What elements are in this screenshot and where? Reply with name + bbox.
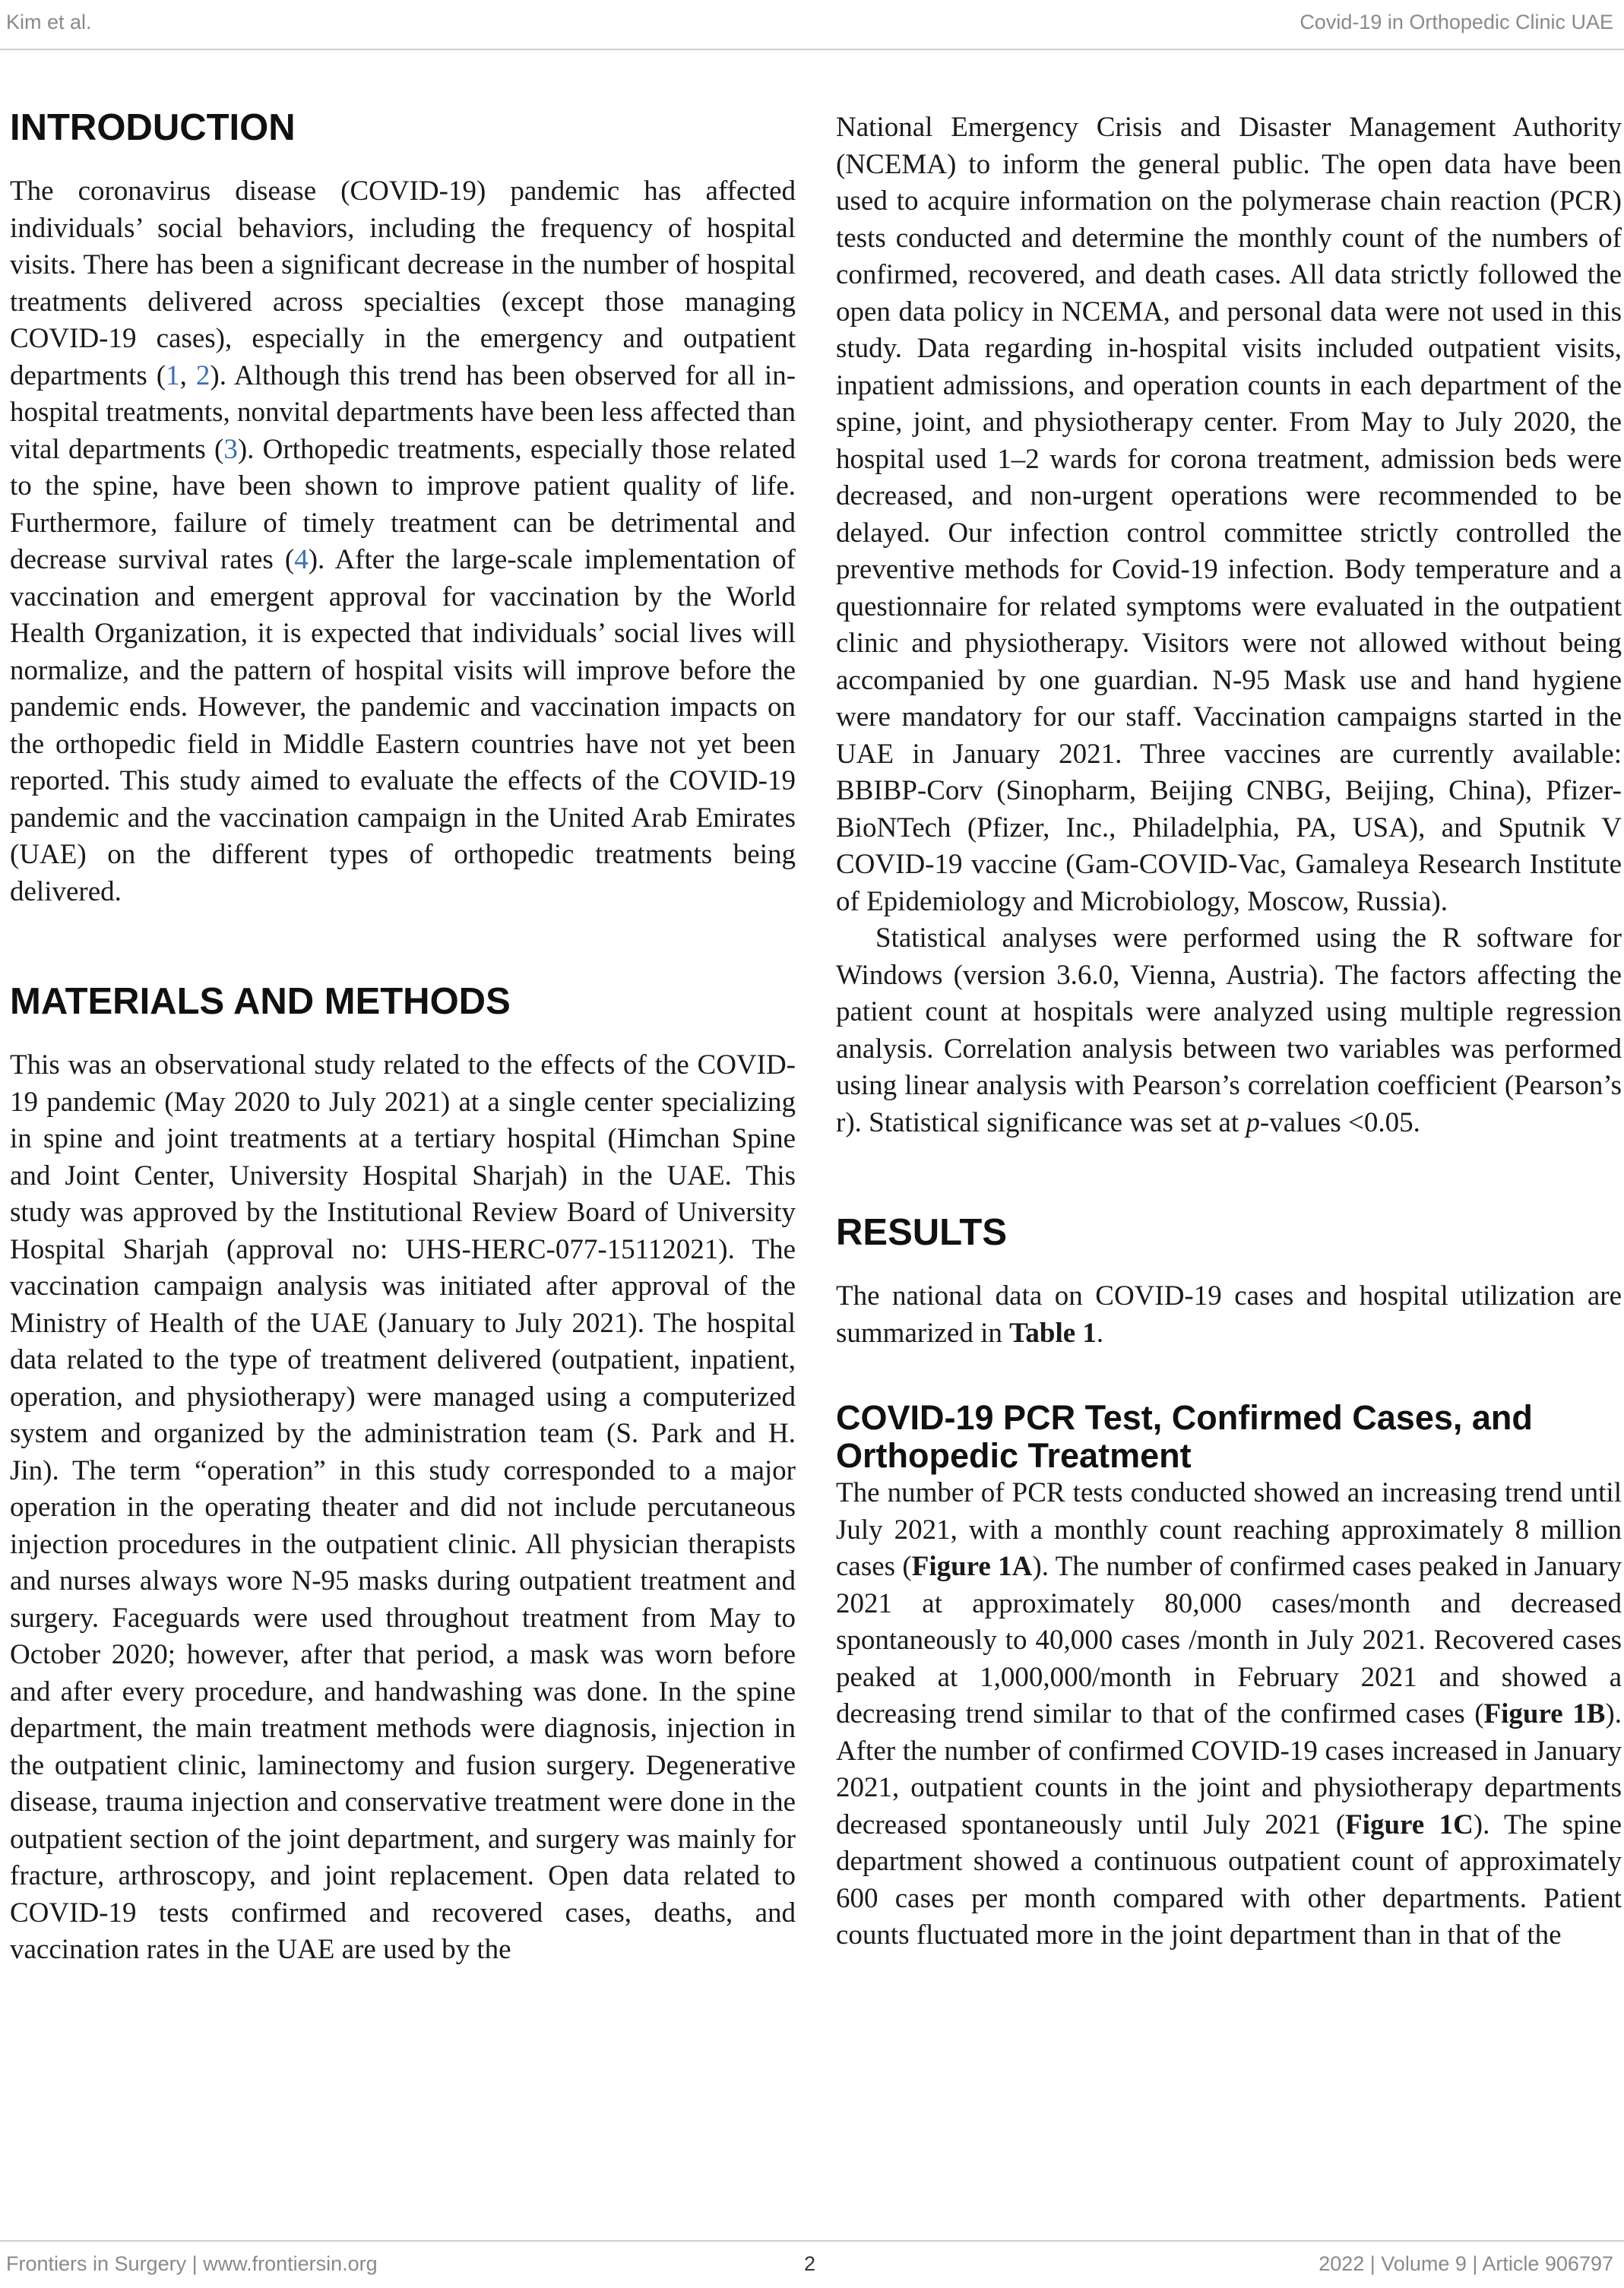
p-value-italic: p [1246,1106,1260,1138]
methods-paragraph-2 [836,920,1622,1141]
page-number: 2 [804,2252,816,2275]
running-footer [0,2240,1624,2288]
pcr-text-d: ). The spine department showed a continuous outpatient count of approximately 600 cases per month compared with other departments. Patient counts fluctuated more in the joint department than in that of the [836,1809,1622,1951]
results-text-a: The national data on COVID-19 cases and hospital utilization are summarized in [836,1280,1622,1349]
reference-link-2[interactable]: 2 [195,359,211,391]
table-1-link[interactable]: Table 1 [1009,1317,1097,1349]
reference-link-3[interactable]: 3 [223,433,238,465]
pcr-text-c: ). After the number of confirmed COVID-19 cases increased in January 2021, outpatient counts in the joint and physiotherapy departments decreased spontaneously until July 2021 ( [836,1698,1622,1840]
methods-paragraph-1-part-1: This was an observational study related to the effects of the COVID-19 pandemic (May 2020 to July 2021) at a single center specializing in spine and joint treatments at a tertiary hospital (Himchan Spine and Joint Center, University Hospital Sharjah) in the UAE. This study was approved by the Institutional Review Board of University Hospital Sharjah (approval no: UHS-HERC-077-15112021). The vaccination campaign analysis was initiated after approval of the Ministry of Health of the UAE (January to July 2021). The hospital data related to the type of treatment delivered (outpatient, inpatient, operation, and physiotherapy) were managed using a computerized system and organized by the administration team (S. Park and H. Jin). The term “operation” in this study corresponded to a major operation in the operating theater and did not include percutaneous injection procedures in the outpatient clinic. All physician therapists and nurses always wore N-95 masks during outpatient treatment and surgery. Faceguards were used throughout treatment from May to October 2020; however, after that period, a mask was worn before and after every procedure, and handwashing was done. In the spine department, the main treatment methods were diagnosis, injection in the outpatient clinic, laminectomy and fusion surgery. Degenerative disease, trauma injection and conservative treatment were done in the outpatient section of the joint department, and surgery was mainly for fracture, arthroscopy, and joint replacement. Open data related to COVID-19 tests confirmed and recovered cases, deaths, and vaccination rates in the UAE are used by the [10,1049,796,1965]
methods-heading: MATERIALS AND METHODS [10,981,511,1022]
intro-text-d: ). After the large-scale implementation of vaccination and emergent approval for vaccination by the World Health Organization, it is expected that individuals’ social lives will normalize, and the pattern of hospital visits will improve before the pandemic ends. However, the pandemic and vaccination impacts on the orthopedic field in Middle Eastern countries have not yet been reported. This study aimed to evaluate the effects of the COVID-19 pandemic and the vaccination campaign in the United Arab Emirates (UAE) on the different types of orthopedic treatments being delivered. [10,544,796,907]
figure-1b-link[interactable]: Figure 1B [1483,1698,1606,1729]
intro-text-a: The coronavirus disease (COVID-19) pandemic has affected individuals’ social behaviors, including the frequency of hospital visits. There has been a significant decrease in the number of hospital treatments delivered across specialties (except those managing COVID-19 cases), especially in the emergency and outpatient departments ( [10,176,796,391]
footer-citation: 2022 | Volume 9 | Article 906797 [1319,2252,1613,2275]
introduction-heading: INTRODUCTION [10,107,296,148]
pcr-text-a: The number of PCR tests conducted showed an increasing trend until July 2021, with a monthly count reaching approximately 8 million cases ( [836,1477,1622,1582]
right-column [836,109,1622,1954]
results-text-b: . [1096,1317,1104,1349]
methods-paragraph-1-part-2: National Emergency Crisis and Disaster Management Authority (NCEMA) to inform the general public. The open data have been used to acquire information on the polymerase chain reaction (PCR) tests conducted and determine the monthly count of the numbers of confirmed, recovered, and death cases. All data strictly followed the open data policy in NCEMA, and personal data were not used in this study. Data regarding in-hospital visits included outpatient visits, inpatient admissions, and operation counts in each department of the spine, joint, and physiotherapy center. From May to July 2020, the hospital used 1–2 wards for corona treatment, admission beds were decreased, and non-urgent operations were recommended to be delayed. Our infection control committee strictly controlled the preventive methods for Covid-19 infection. Body temperature and a questionnaire for related symptoms were evaluated in the outpatient clinic and physiotherapy. Visitors were not allowed without being accompanied by one guardian. N-95 Mask use and hand hygiene were mandatory for our staff. Vaccination campaigns started in the UAE in January 2021. Three vaccines are currently available: BBIBP-Corv (Sinopharm, Beijing CNBG, Beijing, China), Pfizer-BioNTech (Pfizer, Inc., Philadelphia, PA, USA), and Sputnik V COVID-19 vaccine (Gam-COVID-Vac, Gamaleya Research Institute of Epidemiology and Microbiology, Moscow, Russia). [836,112,1622,917]
header-authors: Kim et al. [6,11,92,33]
stats-text-a: Statistical analyses were performed using the R software for Windows (version 3.6.0, Vienna, Austria). The factors affecting the patient count at hospitals were analyzed using multiple regression analysis. Correlation analysis between two variables was performed using linear analysis with Pearson’s correlation coefficient (Pearson’s r). Statistical significance was set at [836,922,1622,1138]
pcr-subsection-paragraph [836,1475,1622,1954]
reference-link-1[interactable]: 1 [166,359,180,391]
left-column [10,105,796,1969]
footer-journal-link[interactable]: Frontiers in Surgery | www.frontiersin.org [6,2252,378,2275]
header-short-title: Covid-19 in Orthopedic Clinic UAE [1300,11,1613,33]
results-heading: RESULTS [836,1212,1008,1253]
introduction-paragraph [10,173,796,910]
figure-1a-link[interactable]: Figure 1A [911,1551,1033,1582]
pcr-subsection-heading: COVID-19 PCR Test, Confirmed Cases, and Orthopedic Treatment [836,1398,1533,1475]
pcr-text-b: ). The number of confirmed cases peaked in January 2021 at approximately 80,000 cases/month and decreased spontaneously to 40,000 cases /month in July 2021. Recovered cases peaked at 1,000,000/month in February 2021 and showed a decreasing trend similar to that of the confirmed cases ( [836,1551,1622,1729]
intro-text-c: ). Orthopedic treatments, especially those related to the spine, have been shown to improve patient quality of life. Furthermore, failure of timely treatment can be detrimental and decrease survival rates ( [10,433,796,575]
running-header [0,0,1624,50]
reference-link-4[interactable]: 4 [294,544,309,575]
intro-text-b: ). Although this trend has been observed for all in-hospital treatments, nonvital departments have been less affected than vital departments ( [10,359,796,465]
figure-1c-link[interactable]: Figure 1C [1345,1809,1474,1840]
intro-text-comma: , [179,359,196,391]
stats-text-b: -values <0.05. [1259,1106,1420,1138]
results-paragraph-1 [836,1278,1622,1352]
